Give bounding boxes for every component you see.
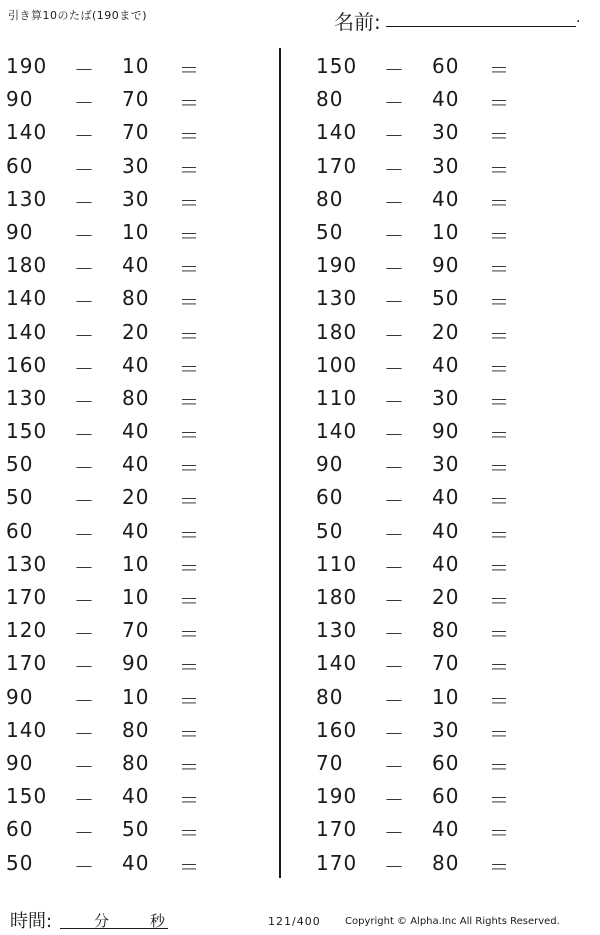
subtrahend: 10 [122, 219, 150, 244]
minus-sign: － [384, 655, 405, 680]
equals-sign: ＝ [179, 655, 200, 680]
equals-sign: ＝ [179, 91, 200, 116]
problem-row [6, 778, 236, 811]
subtrahend: 10 [122, 551, 150, 576]
minuend: 110 [316, 551, 358, 576]
equals-sign: ＝ [489, 721, 510, 746]
subtrahend: 20 [122, 319, 150, 344]
equals-sign: ＝ [179, 190, 200, 215]
minus-sign: － [74, 489, 95, 514]
minuend: 50 [6, 485, 34, 510]
problem-row [6, 48, 236, 81]
subtrahend: 30 [432, 717, 460, 742]
problem-row [6, 148, 236, 181]
minus-sign: － [384, 91, 405, 116]
equals-sign: ＝ [179, 589, 200, 613]
problem-row [316, 845, 546, 878]
subtrahend: 40 [432, 186, 460, 211]
minus-sign: － [74, 854, 95, 879]
equals-sign: ＝ [489, 622, 510, 647]
subtrahend: 40 [122, 253, 150, 278]
equals-sign: ＝ [489, 423, 510, 448]
minuend: 170 [316, 817, 358, 842]
time-label: 時間: [10, 911, 53, 932]
subtrahend: 40 [122, 518, 150, 543]
equals-sign: ＝ [489, 655, 510, 680]
subtrahend: 40 [122, 352, 150, 377]
subtrahend: 40 [432, 485, 460, 510]
equals-sign: ＝ [179, 456, 200, 481]
equals-sign: ＝ [489, 389, 510, 414]
subtrahend: 20 [122, 485, 150, 510]
subtrahend: 10 [432, 219, 460, 244]
subtrahend: 30 [432, 385, 460, 410]
problem-row [6, 845, 236, 878]
subtrahend: 40 [122, 452, 150, 477]
subtrahend: 80 [432, 850, 460, 875]
equals-sign: ＝ [489, 821, 510, 846]
problem-row [6, 513, 236, 546]
minuend: 130 [316, 286, 358, 311]
right-problem-column [316, 48, 546, 878]
equals-sign: ＝ [489, 754, 510, 779]
problem-row [6, 181, 236, 214]
minuend: 190 [316, 784, 358, 809]
minuend: 180 [316, 585, 358, 609]
name-label: 名前: [334, 10, 381, 34]
equals-sign: ＝ [489, 589, 510, 613]
minuend: 70 [316, 750, 344, 775]
minuend: 170 [316, 850, 358, 875]
equals-sign: ＝ [179, 423, 200, 448]
minuend: 140 [316, 120, 358, 145]
seconds-label: 秒 [150, 912, 166, 930]
minuend: 80 [316, 684, 344, 709]
subtrahend: 80 [122, 385, 150, 410]
problem-row [316, 579, 546, 612]
minus-sign: － [384, 589, 405, 613]
minus-sign: － [384, 721, 405, 746]
subtrahend: 80 [122, 750, 150, 775]
problem-row [6, 81, 236, 114]
subtrahend: 40 [432, 817, 460, 842]
problem-row [316, 280, 546, 313]
subtrahend: 30 [122, 186, 150, 211]
minuend: 170 [6, 651, 48, 676]
minuend: 170 [6, 585, 48, 609]
minuend: 60 [6, 153, 34, 178]
equals-sign: ＝ [489, 555, 510, 580]
minuend: 90 [6, 87, 34, 112]
equals-sign: ＝ [179, 522, 200, 547]
subtrahend: 30 [122, 153, 150, 178]
minus-sign: － [384, 58, 405, 82]
equals-sign: ＝ [489, 257, 510, 282]
minus-sign: － [384, 821, 405, 846]
minuend: 50 [316, 518, 344, 543]
minuend: 130 [6, 551, 48, 576]
minus-sign: － [74, 655, 95, 680]
minuend: 140 [316, 651, 358, 676]
minus-sign: － [74, 290, 95, 315]
minus-sign: － [384, 389, 405, 414]
subtrahend: 60 [432, 784, 460, 809]
equals-sign: ＝ [489, 489, 510, 514]
equals-sign: ＝ [179, 688, 200, 713]
minus-sign: － [74, 124, 95, 149]
problem-row [316, 612, 546, 645]
minuend: 150 [6, 419, 48, 444]
problem-row [316, 645, 546, 678]
minus-sign: － [384, 622, 405, 647]
minuend: 90 [6, 684, 34, 709]
equals-sign: ＝ [179, 356, 200, 381]
minus-sign: － [74, 323, 95, 348]
minuend: 170 [316, 153, 358, 178]
equals-sign: ＝ [179, 124, 200, 149]
minuend: 160 [316, 717, 358, 742]
problem-row [316, 48, 546, 81]
subtrahend: 90 [432, 253, 460, 278]
minuend: 180 [6, 253, 48, 278]
equals-sign: ＝ [489, 157, 510, 182]
subtrahend: 10 [122, 684, 150, 709]
minuend: 80 [316, 87, 344, 112]
subtrahend: 30 [432, 452, 460, 477]
equals-sign: ＝ [489, 124, 510, 149]
minus-sign: － [384, 854, 405, 879]
minus-sign: － [384, 323, 405, 348]
minus-sign: － [74, 688, 95, 713]
problem-row [6, 214, 236, 247]
equals-sign: ＝ [489, 91, 510, 116]
minus-sign: － [74, 58, 95, 82]
subtrahend: 80 [432, 618, 460, 643]
minuend: 60 [316, 485, 344, 510]
equals-sign: ＝ [179, 721, 200, 746]
minus-sign: － [74, 389, 95, 414]
minus-sign: － [74, 157, 95, 182]
minuend: 120 [6, 618, 48, 643]
equals-sign: ＝ [179, 157, 200, 182]
subtrahend: 80 [122, 717, 150, 742]
column-divider [279, 48, 281, 878]
subtrahend: 30 [432, 153, 460, 178]
subtrahend: 10 [122, 585, 150, 609]
problem-row [6, 712, 236, 745]
equals-sign: ＝ [489, 323, 510, 348]
problem-row [316, 214, 546, 247]
minus-sign: － [384, 456, 405, 481]
minuend: 140 [316, 419, 358, 444]
minus-sign: － [384, 555, 405, 580]
minuend: 140 [6, 286, 48, 311]
minuend: 130 [316, 618, 358, 643]
minuend: 130 [6, 385, 48, 410]
subtrahend: 10 [432, 684, 460, 709]
equals-sign: ＝ [489, 522, 510, 547]
equals-sign: ＝ [179, 555, 200, 580]
equals-sign: ＝ [489, 688, 510, 713]
minus-sign: － [384, 157, 405, 182]
minuend: 80 [316, 186, 344, 211]
subtrahend: 40 [122, 784, 150, 809]
equals-sign: ＝ [489, 456, 510, 481]
problem-row [6, 413, 236, 446]
subtrahend: 90 [122, 651, 150, 676]
problem-row [6, 546, 236, 579]
minus-sign: － [74, 821, 95, 846]
problem-row [6, 479, 236, 512]
equals-sign: ＝ [489, 58, 510, 82]
minuend: 100 [316, 352, 358, 377]
minuend: 140 [6, 120, 48, 145]
equals-sign: ＝ [179, 489, 200, 514]
problem-row [316, 81, 546, 114]
minus-sign: － [384, 190, 405, 215]
subtrahend: 40 [432, 352, 460, 377]
subtrahend: 20 [432, 319, 460, 344]
minus-sign: － [74, 190, 95, 215]
problem-row [316, 247, 546, 280]
minuend: 190 [316, 253, 358, 278]
subtrahend: 40 [432, 87, 460, 112]
minus-sign: － [74, 223, 95, 248]
subtrahend: 40 [122, 419, 150, 444]
minus-sign: － [74, 257, 95, 282]
problem-row [6, 612, 236, 645]
minuend: 140 [6, 717, 48, 742]
problem-row [316, 546, 546, 579]
subtrahend: 40 [432, 551, 460, 576]
problem-row [316, 347, 546, 380]
equals-sign: ＝ [489, 356, 510, 381]
equals-sign: ＝ [179, 754, 200, 779]
subtrahend: 60 [432, 54, 460, 78]
minus-sign: － [74, 423, 95, 448]
minus-sign: － [74, 788, 95, 813]
problem-row [6, 645, 236, 678]
problem-row [316, 380, 546, 413]
subtrahend: 30 [432, 120, 460, 145]
minuend: 60 [6, 518, 34, 543]
minus-sign: － [384, 754, 405, 779]
equals-sign: ＝ [179, 58, 200, 82]
equals-sign: ＝ [179, 389, 200, 414]
equals-sign: ＝ [489, 290, 510, 315]
equals-sign: ＝ [179, 821, 200, 846]
minuend: 60 [6, 817, 34, 842]
minus-sign: － [74, 754, 95, 779]
minuend: 140 [6, 319, 48, 344]
minus-sign: － [384, 290, 405, 315]
problem-row [316, 513, 546, 546]
minuend: 50 [316, 219, 344, 244]
subtrahend: 60 [432, 750, 460, 775]
minuend: 150 [316, 54, 358, 78]
problem-row [6, 579, 236, 612]
minus-sign: － [74, 555, 95, 580]
equals-sign: ＝ [489, 190, 510, 215]
problem-row [6, 314, 236, 347]
minus-sign: － [74, 356, 95, 381]
problem-row [316, 712, 546, 745]
minus-sign: － [74, 456, 95, 481]
minuend: 90 [6, 219, 34, 244]
problem-row [316, 446, 546, 479]
equals-sign: ＝ [179, 622, 200, 647]
problem-row [316, 479, 546, 512]
minus-sign: － [74, 589, 95, 613]
worksheet-title: 引き算10のたば(190まで) [8, 9, 148, 22]
minus-sign: － [384, 489, 405, 514]
equals-sign: ＝ [489, 223, 510, 248]
name-line [386, 26, 576, 27]
problem-row [316, 745, 546, 778]
minus-sign: － [384, 356, 405, 381]
minus-sign: － [384, 423, 405, 448]
minus-sign: － [384, 688, 405, 713]
problem-row [6, 114, 236, 147]
minus-sign: － [74, 522, 95, 547]
problem-row [6, 280, 236, 313]
problem-row [316, 314, 546, 347]
minuend: 160 [6, 352, 48, 377]
problem-row [6, 745, 236, 778]
problem-row [6, 380, 236, 413]
subtrahend: 80 [122, 286, 150, 311]
subtrahend: 70 [122, 120, 150, 145]
subtrahend: 50 [432, 286, 460, 311]
equals-sign: ＝ [179, 788, 200, 813]
name-line-dot: . [576, 10, 581, 26]
minuend: 190 [6, 54, 48, 78]
subtrahend: 70 [432, 651, 460, 676]
problem-row [316, 114, 546, 147]
minus-sign: － [384, 124, 405, 149]
minuend: 50 [6, 850, 34, 875]
subtrahend: 90 [432, 419, 460, 444]
minuend: 150 [6, 784, 48, 809]
subtrahend: 10 [122, 54, 150, 78]
minus-sign: － [74, 91, 95, 116]
minus-sign: － [384, 223, 405, 248]
problem-row [316, 811, 546, 844]
minus-sign: － [384, 788, 405, 813]
minuend: 90 [316, 452, 344, 477]
equals-sign: ＝ [179, 854, 200, 879]
equals-sign: ＝ [179, 257, 200, 282]
minutes-label: 分 [94, 912, 110, 930]
equals-sign: ＝ [179, 290, 200, 315]
left-problem-column [6, 48, 236, 878]
problem-row [316, 778, 546, 811]
subtrahend: 20 [432, 585, 460, 609]
subtrahend: 70 [122, 87, 150, 112]
minus-sign: － [74, 622, 95, 647]
subtrahend: 40 [122, 850, 150, 875]
equals-sign: ＝ [489, 854, 510, 879]
minuend: 90 [6, 750, 34, 775]
subtrahend: 40 [432, 518, 460, 543]
problem-row [316, 148, 546, 181]
subtrahend: 50 [122, 817, 150, 842]
minus-sign: － [74, 721, 95, 746]
subtrahend: 70 [122, 618, 150, 643]
minuend: 50 [6, 452, 34, 477]
problem-row [6, 347, 236, 380]
minuend: 180 [316, 319, 358, 344]
minuend: 130 [6, 186, 48, 211]
problem-row [316, 181, 546, 214]
equals-sign: ＝ [489, 788, 510, 813]
minus-sign: － [384, 257, 405, 282]
equals-sign: ＝ [179, 223, 200, 248]
minuend: 110 [316, 385, 358, 410]
problem-row [6, 811, 236, 844]
equals-sign: ＝ [179, 323, 200, 348]
problem-row [6, 679, 236, 712]
problem-row [6, 247, 236, 280]
minus-sign: － [384, 522, 405, 547]
problem-row [316, 413, 546, 446]
page-number: 121/400 [268, 915, 321, 928]
problem-row [6, 446, 236, 479]
problem-row [316, 679, 546, 712]
copyright-text: Copyright © Alpha.Inc All Rights Reserved. [345, 916, 560, 927]
